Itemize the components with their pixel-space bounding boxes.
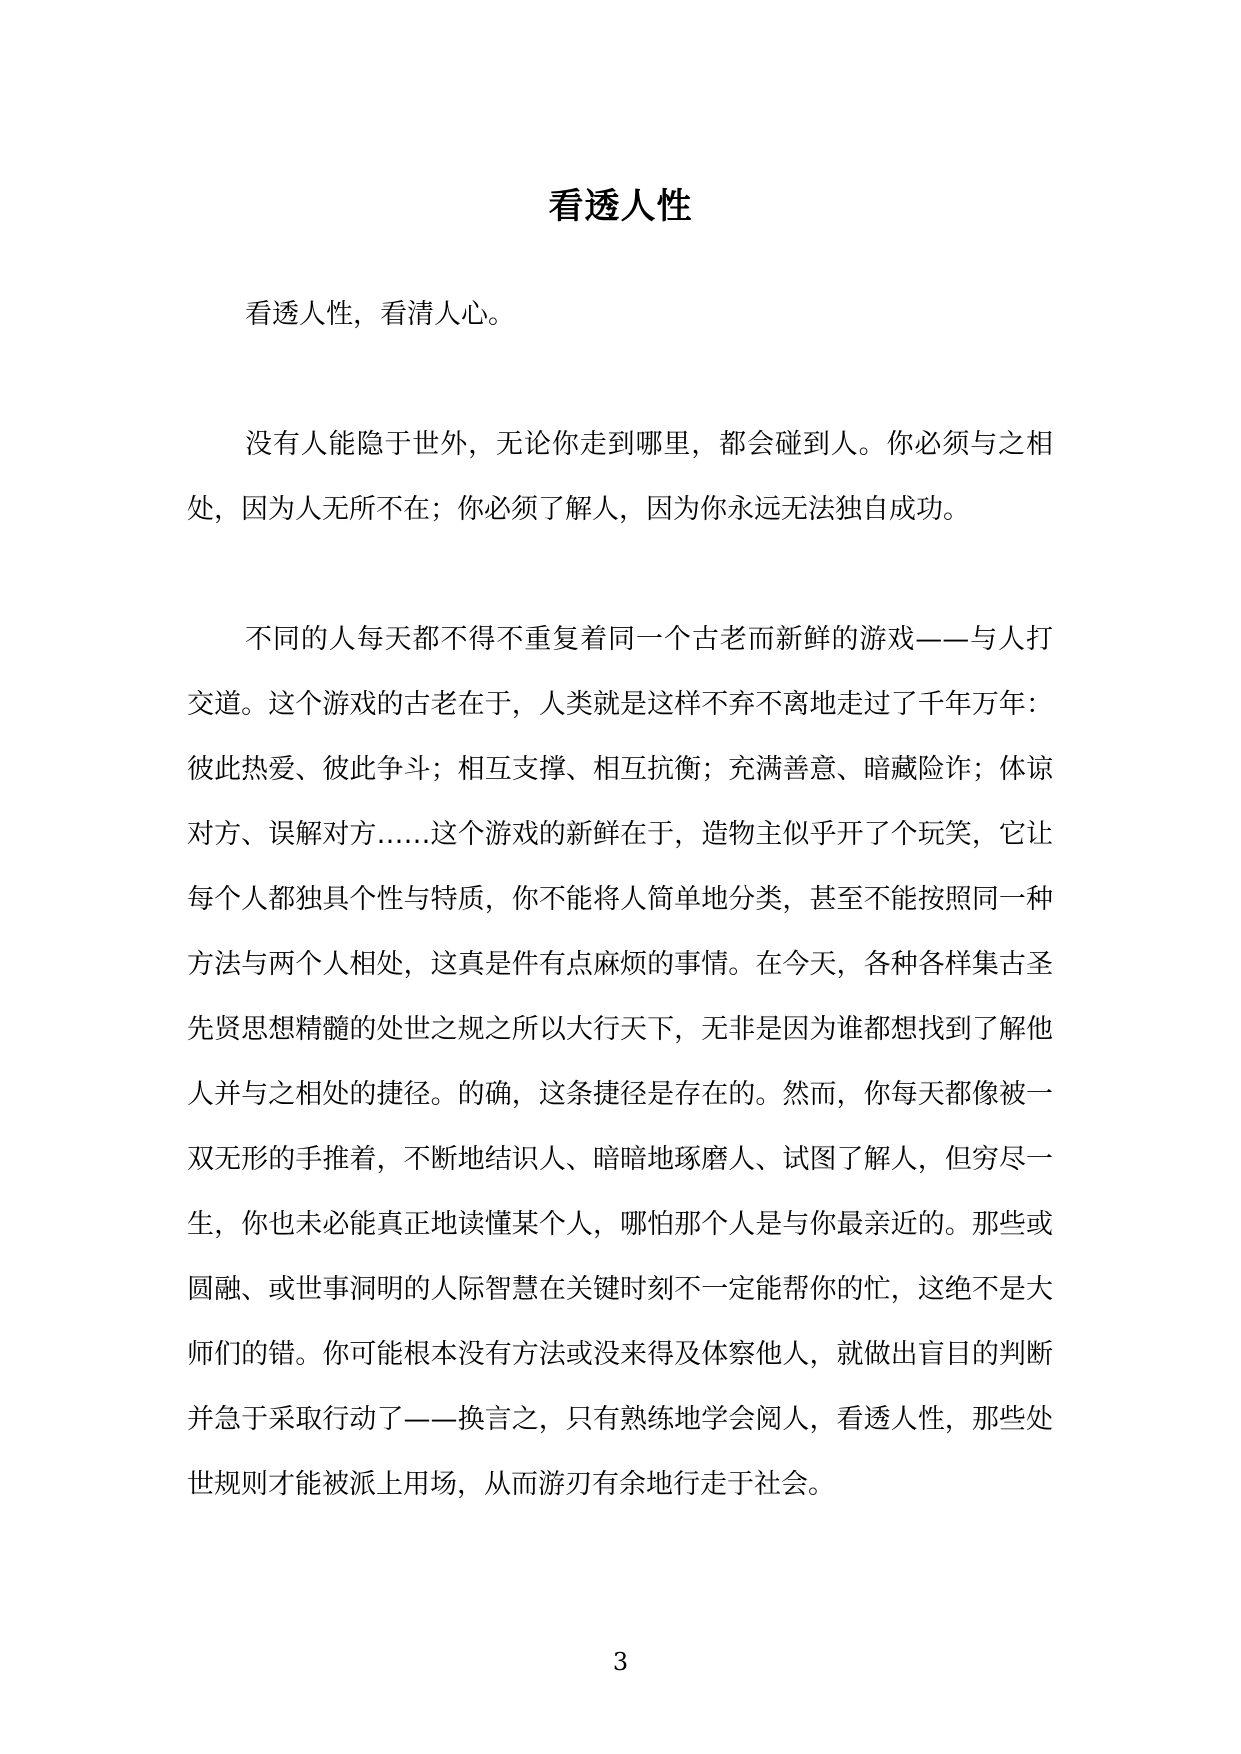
document-title: 看透人性 bbox=[548, 187, 693, 228]
paragraph-1: 看透人性，看清人心。 bbox=[245, 299, 515, 330]
page-number: 3 bbox=[612, 1648, 629, 1676]
paragraph-3: 不同的人每天都不得不重复着同一个古老而新鲜的游戏——与人打交道。这个游戏的古老在于，人类就是这样不弃不离地走过了千年万年：彼此热爱、彼此争斗；相互支撑、相互抗衡；充满善意、暗藏险诈；体谅对方、误解对方……这个游戏的新鲜在于，造物主似乎开了个玩笑，它让每个人都独具个性与特质，你不能将人简单地分类，甚至不能按照同一种方法与两个人相处，这真是件有点麻烦的事情。在今天，各种各样集古圣先贤思想精髓的处世之规之所以大行天下，无非是因为谁都想找到了解他人并与之相处的捷径。的确，这条捷径是存在的。然而，你每天都像被一双无形的手推着，不断地结识人、暗暗地琢磨人、试图了解人，但穷尽一生，你也未必能真正地读懂某个人，哪怕那个人是与你最亲近的。那些或圆融、或世事洞明的人际智慧在关键时刻不一定能帮你的忙，这绝不是大师们的错。你可能根本没有方法或没来得及体察他人，就做出盲目的判断并急于采取行动了——换言之，只有熟练地学会阅人，看透人性，那些处世规则才能被派上用场，从而游刃有余地行走于社会。 bbox=[187, 624, 1053, 1500]
paragraph-2: 没有人能隐于世外，无论你走到哪里，都会碰到人。你必须与之相处，因为人无所不在；你必须了解人，因为你永远无法独自成功。 bbox=[187, 429, 1053, 525]
